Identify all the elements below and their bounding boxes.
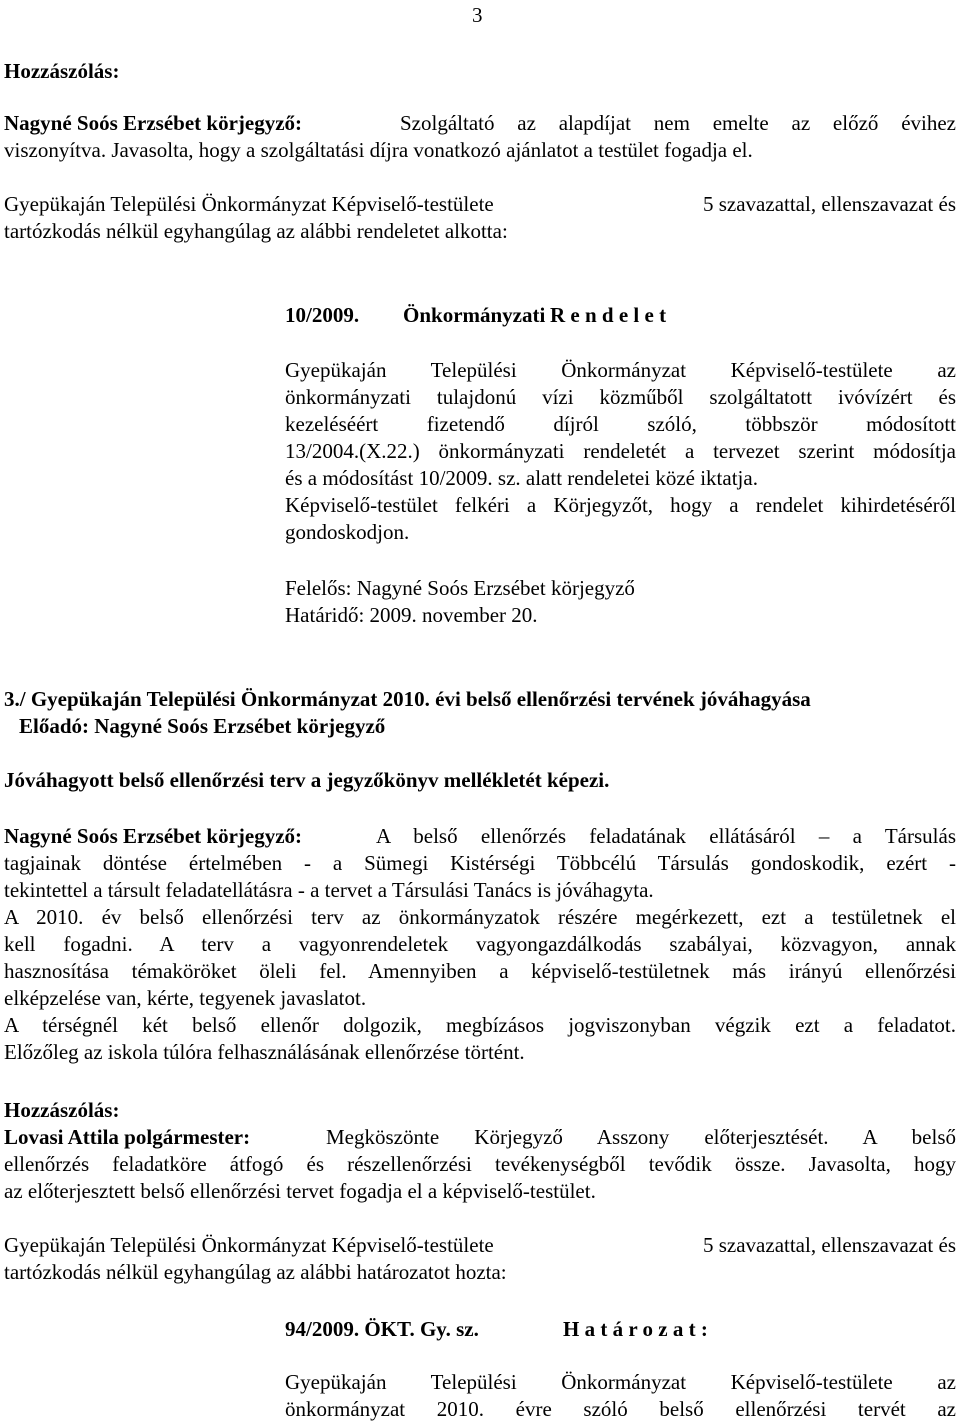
resolution-line: Gyepükaján Települési Önkormányzat Képviselő-testülete az bbox=[285, 1370, 956, 1394]
speaker-name: Nagyné Soós Erzsébet körjegyző: bbox=[4, 824, 303, 848]
vote-line bbox=[4, 191, 956, 217]
speech-text: hasznosítása témaköröket öleli fel. Amennyiben a képviselő-testületnek más irányú ellenőrzési bbox=[4, 959, 956, 983]
vote-body: Gyepükaján Települési Önkormányzat Képviselő-testülete bbox=[4, 192, 494, 216]
speech-text: Előzőleg az iskola túlóra felhasználásának ellenőrzése történt. bbox=[4, 1040, 525, 1064]
speech-text: A 2010. év belső ellenőrzési terv az önkormányzatok részére megérkezett, ezt a testületnek el bbox=[4, 905, 956, 929]
vote-result: 5 szavazattal, ellenszavazat és bbox=[702, 1233, 956, 1257]
vote-text: tartózkodás nélkül egyhangúlag az alábbi rendeletet alkotta: bbox=[4, 219, 508, 243]
decree-line: Gyepükaján Települési Önkormányzat Képviselő-testülete az bbox=[285, 358, 956, 382]
decree-line: és a módosítást 10/2009. sz. alatt rendeletei közé iktatja. bbox=[285, 466, 758, 490]
speech-text: az előterjesztett belső ellenőrzési tervet fogadja el a képviselő-testület. bbox=[4, 1179, 596, 1203]
speaker-name: Lovasi Attila polgármester: bbox=[4, 1125, 251, 1149]
speaker-name: Nagyné Soós Erzsébet körjegyző: bbox=[4, 111, 303, 135]
presenter: Előadó: Nagyné Soós Erzsébet körjegyző bbox=[19, 714, 386, 738]
speech-line bbox=[4, 823, 956, 849]
speech-text: ellenőrzés feladatköre átfogó és részellenőrzési tevékenységből tevődik össze. Javasolta, hogy bbox=[4, 1152, 956, 1176]
page-number: 3 bbox=[472, 3, 483, 27]
responsible-person: Felelős: Nagyné Soós Erzsébet körjegyző bbox=[285, 576, 635, 600]
resolution-word: H a t á r o z a t : bbox=[563, 1317, 708, 1341]
speech-text: elképzelése van, kérte, tegyenek javaslatot. bbox=[4, 986, 367, 1010]
speech-text: kell fogadni. A terv a vagyonrendeletek vagyongazdálkodás szabályai, közvagyon, annak bbox=[4, 932, 956, 956]
vote-body: Gyepükaján Települési Önkormányzat Képviselő-testülete bbox=[4, 1233, 494, 1257]
decree-line: kezeléséért fizetendő díjról szóló, többször módosított bbox=[285, 412, 956, 436]
speech-text: Megköszönte Körjegyző Asszony előterjesztését. A belső bbox=[326, 1125, 956, 1149]
vote-text: tartózkodás nélkül egyhangúlag az alábbi határozatot hozta: bbox=[4, 1260, 507, 1284]
agenda-title: 3./ Gyepükaján Települési Önkormányzat 2010. évi belső ellenőrzési tervének jóváhagyása bbox=[4, 687, 811, 711]
speech-text: viszonyítva. Javasolta, hogy a szolgáltatási díjra vonatkozó ajánlatot a testület fogadja el. bbox=[4, 138, 753, 162]
attachment-note: Jóváhagyott belső ellenőrzési terv a jegyzőkönyv mellékletét képezi. bbox=[4, 768, 610, 792]
speech-text: tagjainak döntése értelmében - a Sümegi Kistérségi Többcélú Társulás gondoskodik, ezért - bbox=[4, 851, 956, 875]
vote-result: 5 szavazattal, ellenszavazat és bbox=[702, 192, 956, 216]
decree-word: R e n d e l e t bbox=[550, 303, 667, 327]
decree-number: 10/2009. bbox=[285, 303, 360, 327]
deadline: Határidő: 2009. november 20. bbox=[285, 603, 538, 627]
speech-text: Szolgáltató az alapdíjat nem emelte az előző évihez bbox=[400, 111, 956, 135]
resolution-line: önkormányzat 2010. évre szóló belső ellenőrzési tervét az bbox=[285, 1397, 956, 1421]
comment-heading: Hozzászólás: bbox=[4, 1098, 120, 1122]
decree-line: Képviselő-testület felkéri a Körjegyzőt, hogy a rendelet kihirdetéséről bbox=[285, 493, 956, 517]
speech-line bbox=[4, 1124, 956, 1150]
speech-line bbox=[4, 110, 956, 136]
vote-line bbox=[4, 1232, 956, 1258]
speech-text: tekintettel a társult feladatellátásra - a tervet a Társulási Tanács is jóváhagyta. bbox=[4, 878, 654, 902]
comment-heading: Hozzászólás: bbox=[4, 59, 120, 83]
speech-text: A térségnél két belső ellenőr dolgozik, megbízásos jogviszonyban végzik ezt a feladatot. bbox=[4, 1013, 956, 1037]
resolution-number: 94/2009. ÖKT. Gy. sz. bbox=[285, 1317, 479, 1341]
speech-text: A belső ellenőrzés feladatának ellátásáról – a Társulás bbox=[376, 824, 956, 848]
decree-line: gondoskodjon. bbox=[285, 520, 410, 544]
decree-line: önkormányzati tulajdonú vízi közműből szolgáltatott ivóvízért és bbox=[285, 385, 956, 409]
decree-line: 13/2004.(X.22.) önkormányzati rendeletét a tervezet szerint módosítja bbox=[285, 439, 956, 463]
decree-label: Önkormányzati bbox=[403, 303, 546, 327]
